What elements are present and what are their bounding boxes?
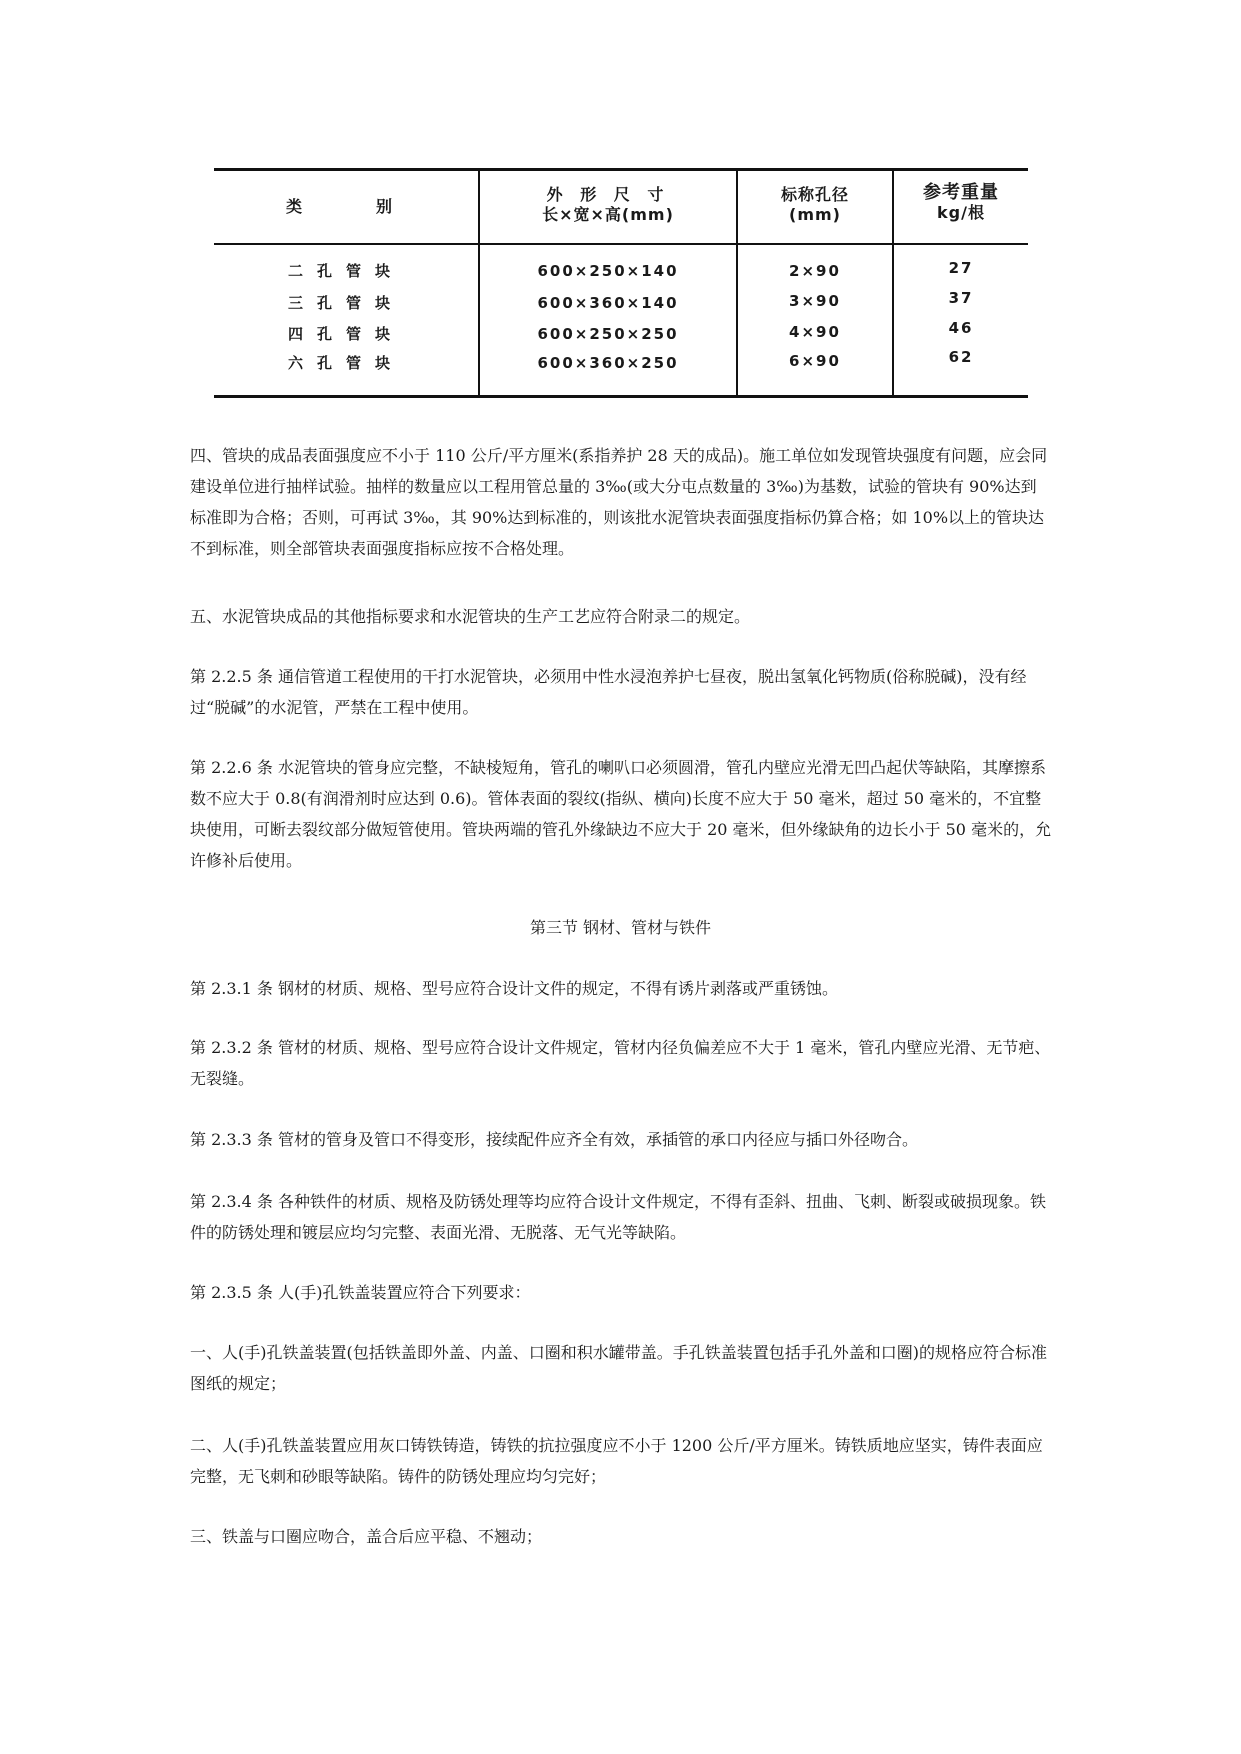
header-bore bbox=[738, 185, 892, 225]
table-row-category: 四孔管块 bbox=[287, 325, 404, 343]
header-dimensions-line2: 长×宽×高(mm) bbox=[542, 205, 674, 224]
table-row-weight: 37 bbox=[948, 289, 974, 307]
table-row-bore: 6×90 bbox=[789, 352, 841, 370]
paragraph-item-4: 四、管块的成品表面强度应不小于 110 公斤/平方厘米(系指养护 28 天的成品)。施工单位如发现管块强度有问题，应会同建设单位进行抽样试验。抽样的数量应以工程用管总量的 3‰(或大分屯点数量的 3‰)为基数，试验的管块有 90%达到标准即为合格；否则，可再试 3‰，其 90%达到标准的，则该批水泥管块表面强度指标仍算合格；如 10%以上的管块达不到标准，则全部管块表面强度指标应按不合格处理。 bbox=[190, 446, 1048, 558]
article-2-3-1: 第 2.3.1 条 钢材的材质、规格、型号应符合设计文件的规定，不得有诱片剥落或严重锈蚀。 bbox=[190, 979, 838, 998]
paragraph-item-5: 五、水泥管块成品的其他指标要求和水泥管块的生产工艺应符合附录二的规定。 bbox=[190, 607, 751, 626]
list-item-3: 三、铁盖与口圈应吻合，盖合后应平稳、不翘动； bbox=[190, 1527, 543, 1546]
header-weight-line1: 参考重量 bbox=[923, 182, 999, 203]
table-row-dimensions: 600×360×250 bbox=[537, 354, 679, 372]
article-2-2-5: 第 2.2.5 条 通信管道工程使用的干打水泥管块，必须用中性水浸泡养护七昼夜，脱出氢氧化钙物质(俗称脱碱)，没有经过“脱碱”的水泥管，严禁在工程中使用。 bbox=[190, 667, 1027, 717]
header-weight bbox=[894, 183, 1028, 223]
table-header-rule bbox=[214, 243, 1028, 245]
table-row-weight: 46 bbox=[948, 319, 974, 337]
article-2-3-4: 第 2.3.4 条 各种铁件的材质、规格及防锈处理等均应符合设计文件规定，不得有歪斜、扭曲、飞刺、断裂或破损现象。铁件的防锈处理和镀层应均匀完整、表面光滑、无脱落、无气光等缺陷。 bbox=[190, 1192, 1046, 1242]
table-row-bore: 4×90 bbox=[789, 323, 841, 341]
header-category: 类 别 bbox=[285, 197, 406, 216]
table-row-dimensions: 600×250×250 bbox=[537, 325, 679, 343]
table-row-bore: 2×90 bbox=[789, 262, 841, 280]
list-item-2: 二、人(手)孔铁盖装置应用灰口铸铁铸造，铸铁的抗拉强度应不小于 1200 公斤/平方厘米。铸铁质地应坚实，铸件表面应完整，无飞刺和砂眼等缺陷。铸件的防锈处理应均匀完好； bbox=[190, 1436, 1043, 1486]
table-row-dimensions: 600×250×140 bbox=[537, 262, 679, 280]
header-bore-line2: (mm) bbox=[789, 205, 841, 224]
table-row-weight: 27 bbox=[948, 259, 974, 277]
table-row-category: 三孔管块 bbox=[287, 294, 404, 312]
article-2-3-2: 第 2.3.2 条 管材的材质、规格、型号应符合设计文件规定，管材内径负偏差应不大于 1 毫米，管孔内壁应光滑、无节疤、无裂缝。 bbox=[190, 1038, 1051, 1088]
table-row-weight: 62 bbox=[948, 348, 974, 366]
table-row-dimensions: 600×360×140 bbox=[537, 294, 679, 312]
header-dimensions-line1: 外 形 尺 寸 bbox=[546, 185, 670, 204]
table-row-category: 六孔管块 bbox=[287, 354, 404, 372]
header-weight-line2: kg/根 bbox=[937, 203, 985, 222]
article-2-3-5: 第 2.3.5 条 人(手)孔铁盖装置应符合下列要求： bbox=[190, 1283, 531, 1302]
header-dimensions bbox=[480, 185, 736, 225]
header-bore-line1: 标称孔径 bbox=[780, 185, 849, 204]
table-row-bore: 3×90 bbox=[789, 292, 841, 310]
section-heading: 第三节 钢材、管材与铁件 bbox=[529, 918, 712, 937]
article-2-3-3: 第 2.3.3 条 管材的管身及管口不得变形，接续配件应齐全有效，承插管的承口内径应与插口外径吻合。 bbox=[190, 1130, 918, 1149]
article-2-2-6: 第 2.2.6 条 水泥管块的管身应完整，不缺棱短角，管孔的喇叭口必须圆滑，管孔内壁应光滑无凹凸起伏等缺陷，其摩擦系数不应大于 0.8(有润滑剂时应达到 0.6)。管体表面的裂纹(指纵、横向)长度不应大于 50 毫米，超过 50 毫米的，不宜整块使用，可断去裂纹部分做短管使用。管块两端的管孔外缘缺边不应大于 20 毫米，但外缘缺角的边长小于 50 毫米的，允许修补后使用。 bbox=[190, 758, 1052, 870]
list-item-1: 一、人(手)孔铁盖装置(包括铁盖即外盖、内盖、口圈和积水罐带盖。手孔铁盖装置包括手孔外盖和口圈)的规格应符合标准图纸的规定； bbox=[190, 1343, 1047, 1393]
table-row-category: 二孔管块 bbox=[287, 262, 404, 280]
pipe-block-spec-table bbox=[214, 168, 1028, 398]
